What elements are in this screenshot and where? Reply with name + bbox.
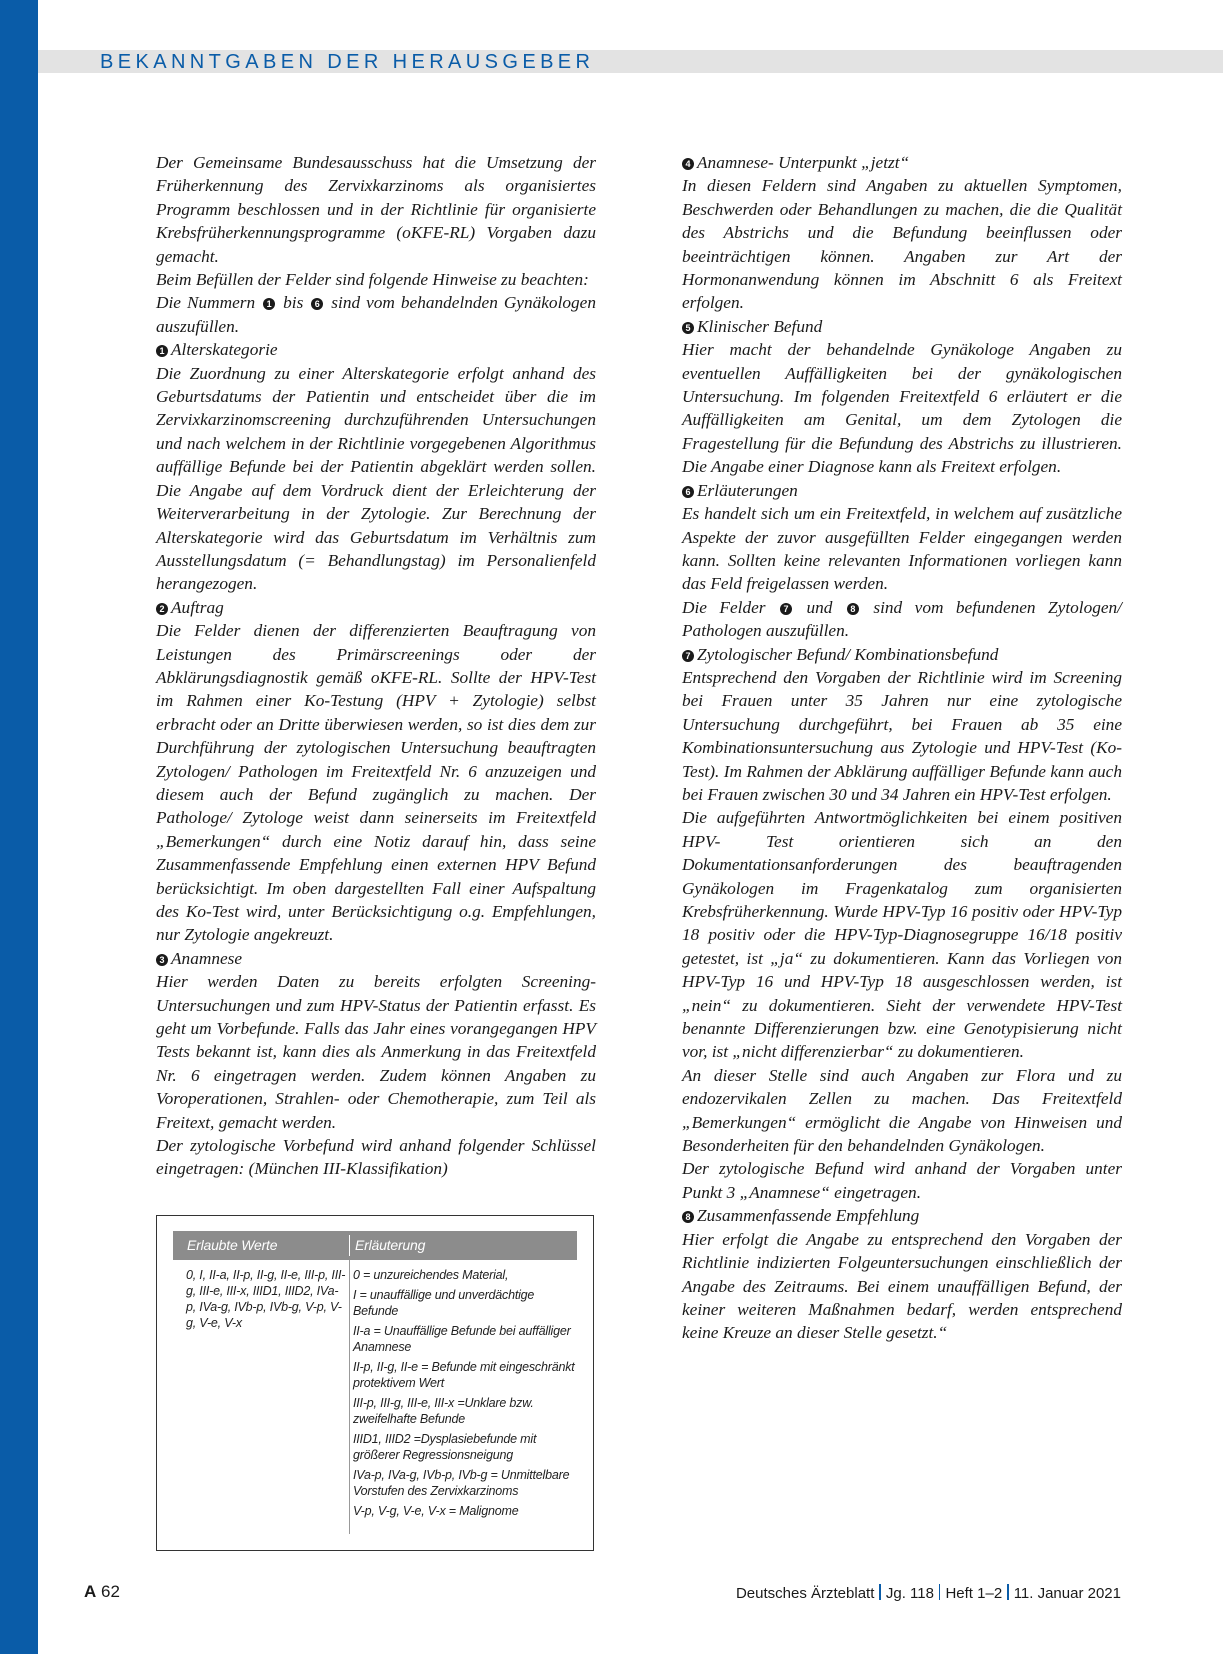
fields-suffix: sind vom befundenen Zytologen/ Pathologen auszufüllen.: [682, 597, 1122, 641]
fields-mid: und: [806, 597, 833, 617]
number-badge-icon: 6: [682, 486, 694, 498]
number-badge-icon: 4: [682, 158, 694, 170]
journal-info: [736, 1584, 1121, 1602]
explanation-item: II-a = Unauffällige Befunde bei auffälliger Anamnese: [353, 1324, 571, 1354]
section-heading-text: Anamnese: [171, 948, 243, 968]
footer-separator: [939, 1584, 941, 1600]
number-badge-icon: 7: [780, 603, 792, 615]
section-heading-zytologischer-befund: [682, 643, 1122, 666]
section-text-erlaeuterungen: Es handelt sich um ein Freitextfeld, in welchem auf zusätzliche Aspekte der zuvor ausgefüllten Felder eingegangen werden kann. Sollten keine relevanten Informationen vorliegen kann das Feld freigelassen werden.: [682, 504, 1122, 594]
table-header-explanation: Erläuterung: [355, 1237, 426, 1253]
journal-name: Deutsches Ärzteblatt: [735, 1585, 875, 1602]
page-number: [84, 1582, 120, 1602]
section-heading-zusammenfassende-empfehlung: [682, 1204, 1122, 1227]
hint-intro: Beim Befüllen der Felder sind folgende Hinweise zu beachten:: [156, 270, 589, 290]
section-heading-text: Klinischer Befund: [697, 316, 823, 336]
section-heading-text: Auftrag: [171, 597, 224, 617]
left-column: [156, 151, 596, 1181]
section-text-zytologischer-befund: Der zytologische Befund wird anhand der Vorgaben unter Punkt 3 „Anamnese“ eingetragen.: [682, 1159, 1122, 1202]
number-badge-icon: 7: [682, 650, 694, 662]
number-badge-icon: 2: [156, 603, 168, 615]
journal-volume: Jg. 118: [885, 1585, 934, 1602]
number-badge-icon: 5: [682, 322, 694, 334]
number-badge-icon: 6: [311, 298, 323, 310]
explanation-item: I = unauffällige und unverdächtige Befunde: [353, 1288, 535, 1318]
section-heading-text: Zytologischer Befund/ Kombinationsbefund: [697, 644, 999, 664]
section-heading-text: Anamnese- Unterpunkt „jetzt“: [697, 153, 910, 172]
explanation-item: IIID1, IIID2 =Dysplasiebefunde mit größerer Regressionsneigung: [353, 1432, 537, 1462]
section-text-zytologischer-befund: An dieser Stelle sind auch Angaben zur Flora und zu endozervikalen Zellen zu machen. Das Freitextfeld „Bemerkungen“ ermöglicht die Angabe von Hinweisen und Besonderheiten für den behandelnden Gynäkologen.: [682, 1065, 1122, 1156]
journal-issue: Heft 1–2: [945, 1585, 1003, 1602]
section-title: BEKANNTGABEN DER HERAUSGEBER: [100, 51, 595, 73]
section-heading-klinischer-befund: [682, 315, 1122, 338]
numbers-note: [156, 291, 596, 338]
section-text-klinischer-befund: Hier macht der behandelnde Gynäkologe Angaben zu eventuellen Auffälligkeiten bei der gynäkologischen Untersuchung. Im folgenden Freitextfeld 6 erläutert er die Auffälligkeiten am Genital, um dem Zytologen die Fragestellung für die Befundung des Abstrichs zu illustrieren. Die Angabe einer Diagnose kann als Freitext erfolgen.: [682, 340, 1122, 477]
table-header-divider: [349, 1235, 350, 1256]
numbers-prefix: Die Nummern: [156, 293, 256, 313]
number-badge-icon: 8: [682, 1211, 694, 1223]
section-heading-erlaeuterungen: [682, 479, 1122, 502]
table-header-values: Erlaubte Werte: [187, 1237, 278, 1253]
section-heading-anamnese-jetzt: [682, 151, 1122, 174]
section-heading-anamnese: [156, 947, 596, 970]
section-heading-alterskategorie: [156, 338, 596, 361]
explanation-item: II-p, II-g, II-e = Befunde mit eingeschränkt protektivem Wert: [353, 1360, 575, 1390]
section-text-alterskategorie: Die Zuordnung zu einer Alterskategorie erfolgt anhand des Geburtsdatums der Patientin und entscheidet über die im Zervixkarzinomscreening durchzuführenden Untersuchungen und nach welchem in der Richtlinie vorgegebenen Algorithmus auffällige Befunde bei der Patientin abgeklärt werden sollen. Die Angabe auf dem Vordruck dient der Erleichterung der Weiterverarbeitung in der Zytologie. Zur Berechnung der Alterskategorie wird das Geburtsdatum im Verhältnis zum Ausstellungsdatum (= Behandlungstag) im Personalienfeld herangezogen.: [156, 363, 596, 594]
section-heading-text: Zusammenfassende Empfehlung: [697, 1206, 920, 1226]
left-accent-bar: [0, 0, 38, 1654]
numbers-mid: bis: [283, 293, 304, 313]
right-column: [682, 151, 1122, 1345]
value-table: [156, 1215, 594, 1551]
explanation-item: IVa-p, IVa-g, IVb-p, IVb-g = Unmittelbare Vorstufen des Zervixkarzinoms: [353, 1468, 570, 1498]
intro-paragraph: Der Gemeinsame Bundesausschuss hat die Umsetzung der Früherkennung des Zervixkarzinoms als organisiertes Programm beschlossen und in der Richtlinie für organisierte Krebsfrüherkennungsprogramme (oKFE-RL) Vorgaben dazu gemacht.: [156, 153, 596, 266]
numbers-suffix: sind vom behandelnden Gynäkologen auszufüllen.: [156, 293, 596, 336]
footer-separator: [879, 1584, 881, 1600]
table-cell-explanations: [353, 1267, 579, 1523]
section-heading-text: Erläuterungen: [697, 480, 798, 500]
section-text-zusammenfassende-empfehlung: Hier erfolgt die Angabe zu entsprechend den Vorgaben der Richtlinie indizierten Folgeuntersuchungen einschließlich der Angabe des Zeitraums. Bei einem unauffälligen Befund, der keiner weiteren Maßnahmen bedarf, werden entsprechend keine Kreuze an dieser Stelle gesetzt.“: [682, 1229, 1122, 1343]
number-badge-icon: 8: [847, 603, 859, 615]
section-heading-text: Alterskategorie: [171, 340, 278, 360]
table-header-row: [173, 1231, 577, 1260]
section-text-anamnese: Hier werden Daten zu bereits erfolgten Screening-Untersuchungen und zum HPV-Status der Patientin erfasst. Es geht um Vorbefunde. Falls das Jahr eines vorangegangen HPV Tests bekannt ist, kann dies als Anmerkung in das Freitextfeld Nr. 6 eingetragen werden. Zudem können Angaben zu Voroperationen, Strahlen- oder Chemotherapie, zum Teil als Freitext, gemacht werden.: [156, 972, 596, 1132]
fields-note: [682, 596, 1122, 643]
section-text-auftrag: Die Felder dienen der differenzierten Beauftragung von Leistungen des Primärscreenings oder der Abklärungsdiagnostik gemäß oKFE-RL. Sollte der HPV-Test im Rahmen einer Ko-Testung (HPV + Zytologie) selbst erbracht oder an Dritte überwiesen werden, so ist dies dem zur Durchführung der zytologischen Untersuchung beauftragten Zytologen/ Pathologen im Freitextfeld Nr. 6 anzuzeigen und diesem auch der Befund zugänglich zu machen. Der Pathologe/ Zytologe weist dann seinerseits im Freitextfeld „Bemerkungen“ durch eine Notiz darauf hin, dass seine Zusammenfassende Empfehlung einen externen HPV Befund berücksichtigt. Im oben dargestellten Fall einer Aufspaltung des Ko-Test wird, unter Berücksichtigung o.g. Empfehlungen, nur Zytologie angekreuzt.: [156, 621, 596, 945]
section-heading-auftrag: [156, 596, 596, 619]
number-badge-icon: 3: [156, 954, 168, 966]
section-text-zytologischer-befund: Die aufgeführten Antwortmöglichkeiten bei einem positiven HPV- Test orientieren sich an den Dokumentationsanforderungen des beauftragenden Gynäkologen im Fragenkatalog zum organisierten Krebsfrüherkennung. Wurde HPV-Typ 16 positiv oder HPV-Typ 18 positiv oder die HPV-Typ-Diagnosegruppe 16/18 positiv getestet, ist „ja“ zu dokumentieren. Kann das Vorliegen von HPV-Typ 16 und HPV-Typ 18 ausgeschlossen werden, ist „nein“ zu dokumentieren. Sieht der verwendete HPV-Test benannte Differenzierungen bzw. eine Genotypisierung nicht vor, ist „nicht differenzierbar“ zu dokumentieren.: [682, 808, 1122, 1062]
fields-prefix: Die Felder: [682, 597, 766, 617]
footer-separator: [1007, 1584, 1009, 1600]
section-text-zytologischer-befund: Entsprechend den Vorgaben der Richtlinie wird im Screening bei Frauen unter 35 Jahren nur eine zytologische Untersuchung durchgeführt, bei Frauen ab 35 eine Kombinationsuntersuchung aus Zytologie und HPV-Test (Ko-Test). Im Rahmen der Abklärung auffälliger Befunde kann auch bei Frauen zwischen 30 und 34 Jahren ein HPV-Test erfolgen.: [682, 667, 1122, 804]
page-prefix: A: [84, 1582, 97, 1601]
explanation-item: V-p, V-g, V-e, V-x = Malignome: [353, 1504, 519, 1518]
section-text-anamnese-jetzt: In diesen Feldern sind Angaben zu aktuellen Symptomen, Beschwerden oder Behandlungen zu machen, die die Qualität des Abstrichs und die Befundung beeinflussen oder beeinträchtigen können. Angaben zur Art der Hormonanwendung können im Abschnitt 6 als Freitext erfolgen.: [682, 176, 1122, 313]
explanation-item: III-p, III-g, III-e, III-x =Unklare bzw. zweifelhafte Befunde: [353, 1396, 534, 1426]
table-column-divider: [349, 1260, 350, 1534]
table-cell-allowed-values: 0, I, II-a, II-p, II-g, II-e, III-p, III-g, III-e, III-x, IIID1, IIID2, IVa-p, IVa-g, IVb-p, IVb-g, V-p, V-g, V-e, V-x: [186, 1268, 346, 1330]
number-badge-icon: 1: [263, 298, 275, 310]
explanation-item: 0 = unzureichendes Material,: [353, 1268, 509, 1282]
page-number-value: 62: [101, 1582, 120, 1601]
number-badge-icon: 1: [156, 345, 168, 357]
table-intro: Der zytologische Vorbefund wird anhand folgender Schlüssel eingetragen: (München III-Klassifikation): [156, 1136, 596, 1179]
journal-date: 11. Januar 2021: [1013, 1585, 1121, 1602]
